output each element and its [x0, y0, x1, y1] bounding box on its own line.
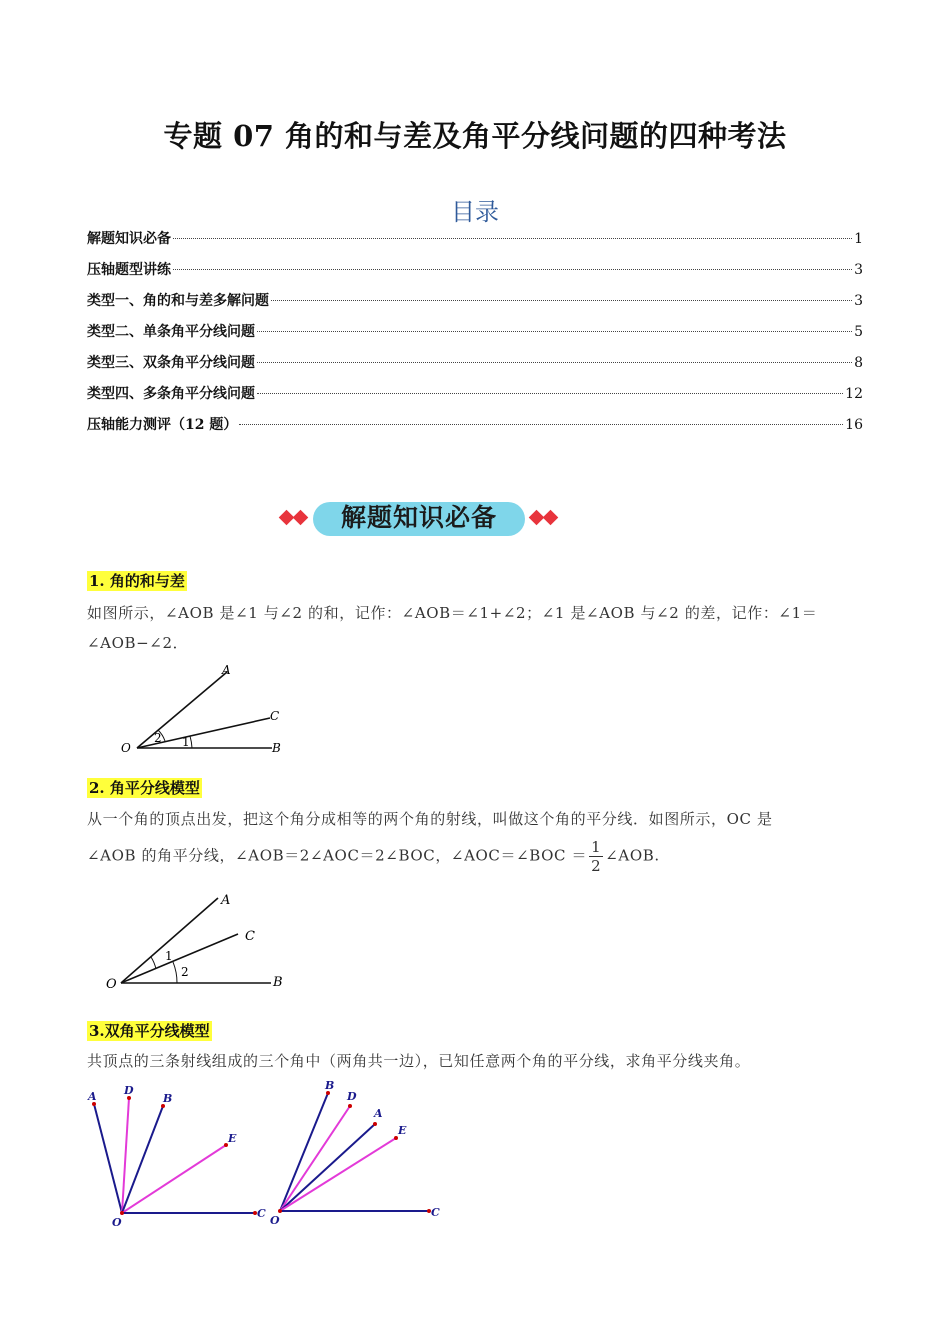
angle-bisector-figure [103, 888, 303, 998]
fraction: $\frac{1}{2}$ [591, 838, 602, 875]
label-b: B [163, 1092, 173, 1105]
label-c: C [257, 1207, 266, 1220]
label-c: C [431, 1206, 440, 1219]
label-e: E [228, 1132, 237, 1145]
section-heading: 1. 角的和与差 [89, 572, 185, 590]
diamond-icon [293, 510, 309, 526]
toc-item[interactable]: 类型四、多条角平分线问题 12 [87, 386, 863, 402]
toc-heading: 目录 [451, 198, 499, 226]
table-of-contents [87, 224, 863, 441]
label-b: B [273, 975, 283, 990]
section-heading: 2. 角平分线模型 [89, 779, 200, 797]
label-2: 2 [154, 731, 162, 745]
paragraph: 从一个角的顶点出发，把这个角分成相等的两个角的射线，叫做这个角的平分线．如图所示，OC 是 ∠AOB 的角平分线，∠AOB＝2∠AOC＝2∠BOC，∠AOC＝∠BOC ＝ $\frac{1}{2}$ ∠AOB. [87, 810, 773, 875]
toc-item[interactable]: 类型三、双条角平分线问题 8 [87, 355, 863, 371]
double-bisector-figure-2 [265, 1072, 455, 1228]
label-o: O [121, 741, 131, 755]
label-a: A [88, 1090, 97, 1103]
section-banner [275, 496, 565, 542]
label-c: C [245, 929, 255, 944]
paragraph: 如图所示，∠AOB 是∠1 与∠2 的和，记作：∠AOB＝∠1+∠2；∠1 是∠AOB 与∠2 的差，记作：∠1＝ ∠AOB−∠2． [87, 604, 818, 652]
label-c: C [270, 709, 280, 723]
label-b: B [272, 741, 281, 755]
label-d: D [347, 1090, 357, 1103]
label-a: A [222, 663, 231, 677]
label-1: 1 [182, 735, 190, 749]
paragraph: 共顶点的三条射线组成的三个角中（两角共一边），已知任意两个角的平分线，求角平分线夹角。 [87, 1052, 751, 1070]
toc-item[interactable]: 类型二、单条角平分线问题 5 [87, 324, 863, 340]
label-1: 1 [165, 949, 173, 963]
angle-sum-figure [110, 660, 300, 760]
toc-item[interactable]: 类型一、角的和与差多解问题 3 [87, 293, 863, 309]
label-2: 2 [181, 965, 189, 979]
label-o: O [106, 977, 117, 992]
label-e: E [398, 1124, 407, 1137]
label-d: D [124, 1084, 134, 1097]
section-heading: 3.双角平分线模型 [89, 1022, 210, 1040]
toc-item[interactable]: 压轴能力测评（12 题） 16 [87, 417, 863, 433]
banner-text: 解题知识必备 [340, 503, 497, 532]
page-title: 专题 07 角的和与差及角平分线问题的四种考法 [163, 119, 787, 153]
diamond-icon [543, 510, 559, 526]
label-b: B [325, 1079, 335, 1092]
label-o: O [112, 1216, 122, 1228]
label-o: O [270, 1214, 280, 1227]
label-a: A [221, 893, 231, 908]
label-a: A [374, 1107, 383, 1120]
toc-item[interactable]: 解题知识必备 1 [87, 231, 863, 247]
double-bisector-figure-1 [80, 1078, 270, 1228]
toc-item[interactable]: 压轴题型讲练 3 [87, 262, 863, 278]
